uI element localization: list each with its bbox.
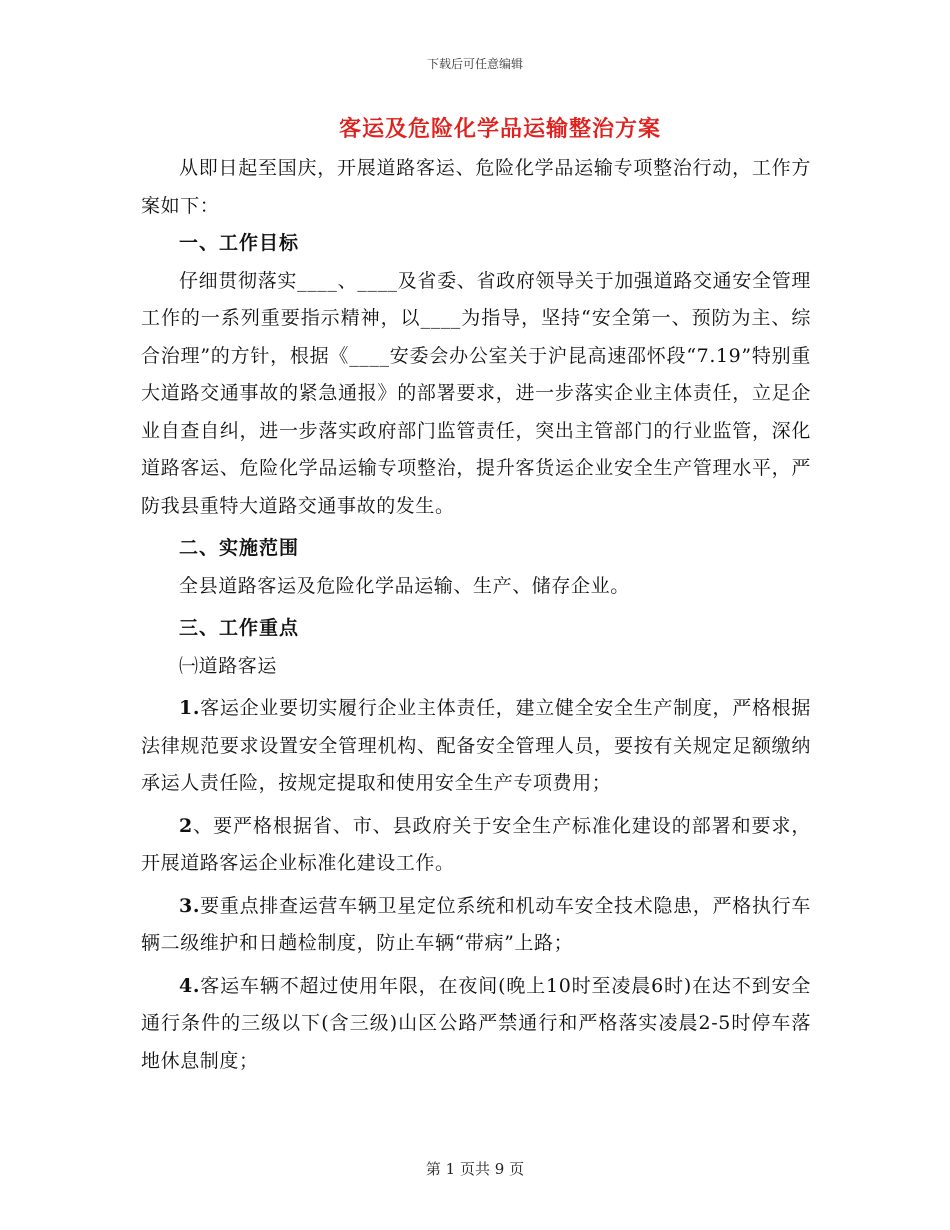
intro-paragraph: 从即日起至国庆，开展道路客运、危险化学品运输专项整治行动，工作方案如下： — [141, 157, 811, 217]
document-title: 客运及危险化学品运输整治方案 — [338, 116, 661, 142]
header-note: 下载后可任意编辑 — [426, 57, 523, 71]
item-text: 要重点排查运营车辆卫星定位系统和机动车安全技术隐患，严格执行车辆二级维护和日趟检制度，防止车辆“带病”上路； — [141, 894, 811, 954]
list-item — [141, 808, 811, 883]
item-text: 客运车辆不超过使用年限，在夜间(晚上10时至凌晨6时)在达不到安全通行条件的三级以下(含三级)山区公路严禁通行和严格落实凌晨2-5时停车落地休息制度； — [141, 974, 811, 1072]
list-item — [141, 888, 811, 963]
section-heading-scope: 二、实施范围 — [179, 537, 300, 559]
item-text: 、要严格根据省、市、县政府关于安全生产标准化建设的部署和要求，开展道路客运企业标准化建设工作。 — [141, 814, 811, 874]
section-text-goals: 仔细贯彻落实____、____及省委、省政府领导关于加强道路交通安全管理工作的一系列重要指示精神，以____为指导，坚持“安全第一、预防为主、综合治理”的方针，根据《____安委会办公室关于沪昆高速邵怀段“7.19”特别重大道路交通事故的紧急通报》的部署要求，进一步落实企业主体责任，立足企业自查自纠，进一步落实政府部门监管责任，突出主管部门的行业监管，深化道路客运、危险化学品运输专项整治，提升客货运企业安全生产管理水平，严防我县重特大道路交通事故的发生。 — [141, 269, 811, 517]
list-item — [141, 690, 811, 803]
section-heading-goals: 一、工作目标 — [179, 232, 300, 254]
section-text-scope: 全县道路客运及危险化学品运输、生产、储存企业。 — [179, 574, 630, 597]
section-heading-focus: 三、工作重点 — [179, 617, 300, 639]
subheading-passenger-transport: ㈠道路客运 — [179, 654, 278, 677]
item-number: 4. — [179, 974, 201, 997]
page-number: 第 1 页共 9 页 — [425, 1160, 525, 1178]
item-text: 客运企业要切实履行企业主体责任，建立健全安全生产制度，严格根据法律规范要求设置安全管理机构、配备安全管理人员，要按有关规定足额缴纳承运人责任险，按规定提取和使用安全生产专项费用； — [141, 697, 811, 794]
item-number: 2 — [179, 814, 193, 837]
item-number: 3. — [179, 894, 201, 917]
list-item — [141, 968, 811, 1081]
document-body — [141, 150, 811, 1080]
item-number: 1. — [179, 697, 201, 719]
